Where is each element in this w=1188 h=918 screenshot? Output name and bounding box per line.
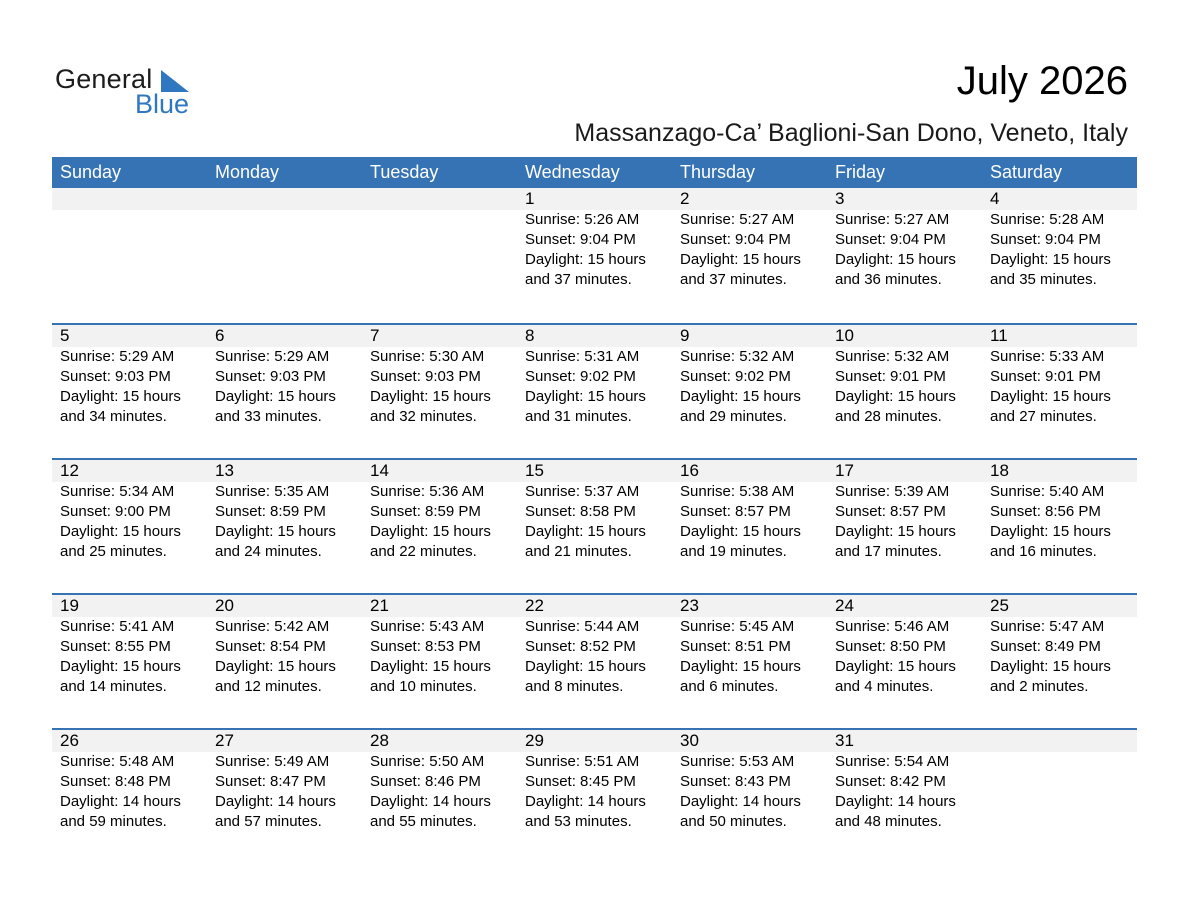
- daylight-minutes-text: and 25 minutes.: [60, 543, 167, 560]
- sunrise-text: Sunrise: 5:38 AM: [680, 483, 795, 500]
- day-number: 27: [215, 731, 234, 750]
- weekday-header-friday: Friday: [835, 162, 886, 182]
- day-cell: [362, 325, 517, 427]
- daylight-hours-text: Daylight: 14 hours: [60, 793, 181, 810]
- day-number: 17: [835, 461, 854, 480]
- sunset-text: Sunset: 8:59 PM: [215, 503, 326, 520]
- daylight-minutes-text: and 57 minutes.: [215, 813, 322, 830]
- logo-text-general: General: [55, 64, 153, 94]
- daylight-hours-text: Daylight: 15 hours: [215, 523, 336, 540]
- sunrise-text: Sunrise: 5:29 AM: [215, 348, 330, 365]
- weekday-header-tuesday: Tuesday: [370, 162, 439, 182]
- weeks-container: [52, 188, 1137, 863]
- daylight-minutes-text: and 35 minutes.: [990, 271, 1097, 288]
- day-number: 12: [60, 461, 79, 480]
- daylight-minutes-text: and 6 minutes.: [680, 678, 779, 695]
- day-number: [215, 188, 362, 210]
- day-cell: [52, 460, 207, 562]
- weekday-header-row: [52, 157, 1137, 188]
- daylight-minutes-text: and 16 minutes.: [990, 543, 1097, 560]
- day-cell: [827, 595, 982, 697]
- sunrise-text: Sunrise: 5:33 AM: [990, 348, 1105, 365]
- day-number: 4: [990, 189, 1000, 208]
- day-cell: [362, 188, 517, 290]
- brand-logo: [55, 64, 195, 120]
- sunset-text: Sunset: 8:46 PM: [370, 773, 481, 790]
- daylight-hours-text: Daylight: 15 hours: [60, 388, 181, 405]
- day-number: 31: [835, 731, 854, 750]
- daylight-minutes-text: and 22 minutes.: [370, 543, 477, 560]
- daylight-hours-text: Daylight: 15 hours: [215, 388, 336, 405]
- location-subtitle: Massanzago-Ca’ Baglioni-San Dono, Veneto, Italy: [574, 119, 1128, 147]
- daylight-hours-text: Daylight: 14 hours: [525, 793, 646, 810]
- sunrise-text: Sunrise: 5:36 AM: [370, 483, 485, 500]
- week-row: [52, 188, 1137, 323]
- week-days: [52, 188, 1137, 290]
- daylight-hours-text: Daylight: 14 hours: [680, 793, 801, 810]
- daylight-hours-text: Daylight: 15 hours: [680, 388, 801, 405]
- sunrise-text: Sunrise: 5:46 AM: [835, 618, 950, 635]
- sunset-text: Sunset: 9:04 PM: [835, 231, 946, 248]
- day-number: 10: [835, 326, 854, 345]
- day-number: 1: [525, 189, 535, 208]
- daylight-minutes-text: and 33 minutes.: [215, 408, 322, 425]
- sunset-text: Sunset: 8:57 PM: [680, 503, 791, 520]
- sunrise-text: Sunrise: 5:43 AM: [370, 618, 485, 635]
- daylight-minutes-text: and 24 minutes.: [215, 543, 322, 560]
- day-cell: [827, 188, 982, 290]
- daylight-minutes-text: and 37 minutes.: [525, 271, 632, 288]
- day-number: 24: [835, 596, 854, 615]
- day-number: 9: [680, 326, 690, 345]
- daylight-minutes-text: and 10 minutes.: [370, 678, 477, 695]
- weekday-header-sunday: Sunday: [60, 162, 122, 182]
- day-cell: [982, 188, 1137, 290]
- week-row: [52, 458, 1137, 593]
- day-number: 6: [215, 326, 225, 345]
- week-row: [52, 593, 1137, 728]
- day-cell: [672, 460, 827, 562]
- day-number: 22: [525, 596, 544, 615]
- sunset-text: Sunset: 9:03 PM: [370, 368, 481, 385]
- daylight-hours-text: Daylight: 14 hours: [370, 793, 491, 810]
- sunset-text: Sunset: 9:02 PM: [525, 368, 636, 385]
- day-number: 2: [680, 189, 690, 208]
- day-cell: [672, 325, 827, 427]
- day-number: [370, 188, 517, 210]
- sunset-text: Sunset: 8:45 PM: [525, 773, 636, 790]
- daylight-hours-text: Daylight: 15 hours: [525, 658, 646, 675]
- daylight-hours-text: Daylight: 15 hours: [370, 388, 491, 405]
- day-cell: [517, 730, 672, 832]
- sunrise-text: Sunrise: 5:31 AM: [525, 348, 640, 365]
- sunset-text: Sunset: 8:51 PM: [680, 638, 791, 655]
- daylight-hours-text: Daylight: 15 hours: [525, 251, 646, 268]
- day-cell: [672, 188, 827, 290]
- daylight-hours-text: Daylight: 15 hours: [835, 523, 956, 540]
- logo-text-blue: Blue: [135, 89, 190, 119]
- sunrise-text: Sunrise: 5:26 AM: [525, 211, 640, 228]
- day-cell: [207, 595, 362, 697]
- sunrise-text: Sunrise: 5:27 AM: [835, 211, 950, 228]
- day-cell: [517, 595, 672, 697]
- day-number: 30: [680, 731, 699, 750]
- daylight-hours-text: Daylight: 15 hours: [370, 523, 491, 540]
- sunrise-text: Sunrise: 5:34 AM: [60, 483, 175, 500]
- day-cell: [982, 460, 1137, 562]
- day-number: 28: [370, 731, 389, 750]
- sunset-text: Sunset: 8:49 PM: [990, 638, 1101, 655]
- sunrise-text: Sunrise: 5:53 AM: [680, 753, 795, 770]
- day-cell: [517, 460, 672, 562]
- week-days: [52, 730, 1137, 832]
- daylight-hours-text: Daylight: 15 hours: [990, 388, 1111, 405]
- day-cell: [207, 730, 362, 832]
- week-days: [52, 595, 1137, 697]
- daylight-hours-text: Daylight: 15 hours: [990, 658, 1111, 675]
- sunrise-text: Sunrise: 5:40 AM: [990, 483, 1105, 500]
- day-number: 29: [525, 731, 544, 750]
- day-number: 23: [680, 596, 699, 615]
- day-number: 20: [215, 596, 234, 615]
- day-cell: [982, 730, 1137, 832]
- daylight-minutes-text: and 34 minutes.: [60, 408, 167, 425]
- daylight-minutes-text: and 29 minutes.: [680, 408, 787, 425]
- sunset-text: Sunset: 8:57 PM: [835, 503, 946, 520]
- sunset-text: Sunset: 8:53 PM: [370, 638, 481, 655]
- sunset-text: Sunset: 8:42 PM: [835, 773, 946, 790]
- sunrise-text: Sunrise: 5:39 AM: [835, 483, 950, 500]
- day-number: 18: [990, 461, 1009, 480]
- day-cell: [207, 460, 362, 562]
- sunset-text: Sunset: 9:04 PM: [525, 231, 636, 248]
- daylight-minutes-text: and 8 minutes.: [525, 678, 624, 695]
- daylight-hours-text: Daylight: 15 hours: [835, 251, 956, 268]
- day-cell: [672, 730, 827, 832]
- day-cell: [362, 730, 517, 832]
- daylight-minutes-text: and 37 minutes.: [680, 271, 787, 288]
- daylight-hours-text: Daylight: 14 hours: [215, 793, 336, 810]
- sunset-text: Sunset: 9:01 PM: [990, 368, 1101, 385]
- daylight-minutes-text: and 50 minutes.: [680, 813, 787, 830]
- day-cell: [52, 595, 207, 697]
- day-number: 16: [680, 461, 699, 480]
- daylight-minutes-text: and 21 minutes.: [525, 543, 632, 560]
- day-cell: [517, 188, 672, 290]
- sunrise-text: Sunrise: 5:45 AM: [680, 618, 795, 635]
- day-number: 11: [990, 326, 1008, 345]
- sunset-text: Sunset: 8:54 PM: [215, 638, 326, 655]
- day-number: 15: [525, 461, 544, 480]
- weekday-header-saturday: Saturday: [990, 162, 1063, 182]
- sunset-text: Sunset: 8:52 PM: [525, 638, 636, 655]
- daylight-minutes-text: and 12 minutes.: [215, 678, 322, 695]
- sunrise-text: Sunrise: 5:47 AM: [990, 618, 1105, 635]
- day-cell: [207, 325, 362, 427]
- sunset-text: Sunset: 8:50 PM: [835, 638, 946, 655]
- daylight-hours-text: Daylight: 15 hours: [990, 523, 1111, 540]
- sunset-text: Sunset: 8:55 PM: [60, 638, 171, 655]
- sunrise-text: Sunrise: 5:48 AM: [60, 753, 175, 770]
- week-days: [52, 325, 1137, 427]
- sunset-text: Sunset: 9:00 PM: [60, 503, 171, 520]
- day-number: 19: [60, 596, 79, 615]
- sunrise-text: Sunrise: 5:51 AM: [525, 753, 640, 770]
- day-number: 13: [215, 461, 234, 480]
- page-title: July 2026: [956, 59, 1128, 103]
- daylight-minutes-text: and 17 minutes.: [835, 543, 942, 560]
- sunrise-text: Sunrise: 5:35 AM: [215, 483, 330, 500]
- daylight-minutes-text: and 28 minutes.: [835, 408, 942, 425]
- sunset-text: Sunset: 8:56 PM: [990, 503, 1101, 520]
- daylight-minutes-text: and 4 minutes.: [835, 678, 934, 695]
- sunset-text: Sunset: 8:43 PM: [680, 773, 791, 790]
- day-number: 14: [370, 461, 389, 480]
- day-number: 21: [370, 596, 389, 615]
- sunrise-text: Sunrise: 5:49 AM: [215, 753, 330, 770]
- daylight-minutes-text: and 2 minutes.: [990, 678, 1089, 695]
- day-cell: [517, 325, 672, 427]
- daylight-hours-text: Daylight: 15 hours: [680, 523, 801, 540]
- sunset-text: Sunset: 9:04 PM: [680, 231, 791, 248]
- day-cell: [827, 460, 982, 562]
- day-number: [990, 730, 1137, 752]
- day-cell: [207, 188, 362, 290]
- daylight-minutes-text: and 48 minutes.: [835, 813, 942, 830]
- daylight-hours-text: Daylight: 15 hours: [835, 658, 956, 675]
- sunrise-text: Sunrise: 5:37 AM: [525, 483, 640, 500]
- day-cell: [827, 325, 982, 427]
- daylight-minutes-text: and 55 minutes.: [370, 813, 477, 830]
- sunrise-text: Sunrise: 5:28 AM: [990, 211, 1105, 228]
- sunset-text: Sunset: 9:03 PM: [215, 368, 326, 385]
- sunrise-text: Sunrise: 5:32 AM: [680, 348, 795, 365]
- weekday-header-monday: Monday: [215, 162, 280, 182]
- day-number: 3: [835, 189, 845, 208]
- sunset-text: Sunset: 8:48 PM: [60, 773, 171, 790]
- daylight-hours-text: Daylight: 15 hours: [680, 251, 801, 268]
- sunset-text: Sunset: 8:47 PM: [215, 773, 326, 790]
- week-row: [52, 323, 1137, 458]
- day-number: [60, 188, 207, 210]
- day-cell: [52, 188, 207, 290]
- daylight-hours-text: Daylight: 15 hours: [215, 658, 336, 675]
- day-number: 26: [60, 731, 79, 750]
- sunrise-text: Sunrise: 5:54 AM: [835, 753, 950, 770]
- daylight-hours-text: Daylight: 15 hours: [60, 523, 181, 540]
- sunrise-text: Sunrise: 5:27 AM: [680, 211, 795, 228]
- daylight-hours-text: Daylight: 15 hours: [990, 251, 1111, 268]
- weekday-header-wednesday: Wednesday: [525, 162, 620, 182]
- day-cell: [672, 595, 827, 697]
- weekday-header-thursday: Thursday: [680, 162, 756, 182]
- daylight-minutes-text: and 19 minutes.: [680, 543, 787, 560]
- day-number: 25: [990, 596, 1009, 615]
- day-cell: [52, 325, 207, 427]
- calendar-grid: [52, 157, 1137, 863]
- day-number: 8: [525, 326, 535, 345]
- sunrise-text: Sunrise: 5:44 AM: [525, 618, 640, 635]
- daylight-hours-text: Daylight: 15 hours: [680, 658, 801, 675]
- week-row: [52, 728, 1137, 863]
- sunrise-text: Sunrise: 5:42 AM: [215, 618, 330, 635]
- day-cell: [982, 595, 1137, 697]
- daylight-hours-text: Daylight: 14 hours: [835, 793, 956, 810]
- daylight-hours-text: Daylight: 15 hours: [525, 523, 646, 540]
- day-cell: [362, 595, 517, 697]
- daylight-hours-text: Daylight: 15 hours: [835, 388, 956, 405]
- daylight-minutes-text: and 31 minutes.: [525, 408, 632, 425]
- day-number: 7: [370, 326, 380, 345]
- sunset-text: Sunset: 9:03 PM: [60, 368, 171, 385]
- day-cell: [827, 730, 982, 832]
- daylight-minutes-text: and 36 minutes.: [835, 271, 942, 288]
- day-number: 5: [60, 326, 70, 345]
- sunrise-text: Sunrise: 5:30 AM: [370, 348, 485, 365]
- sunset-text: Sunset: 9:01 PM: [835, 368, 946, 385]
- sunrise-text: Sunrise: 5:50 AM: [370, 753, 485, 770]
- daylight-minutes-text: and 53 minutes.: [525, 813, 632, 830]
- daylight-minutes-text: and 32 minutes.: [370, 408, 477, 425]
- sunset-text: Sunset: 9:04 PM: [990, 231, 1101, 248]
- sunrise-text: Sunrise: 5:32 AM: [835, 348, 950, 365]
- sunset-text: Sunset: 9:02 PM: [680, 368, 791, 385]
- sunrise-text: Sunrise: 5:41 AM: [60, 618, 175, 635]
- day-cell: [52, 730, 207, 832]
- sunset-text: Sunset: 8:59 PM: [370, 503, 481, 520]
- daylight-hours-text: Daylight: 15 hours: [370, 658, 491, 675]
- sunset-text: Sunset: 8:58 PM: [525, 503, 636, 520]
- daylight-hours-text: Daylight: 15 hours: [60, 658, 181, 675]
- day-cell: [982, 325, 1137, 427]
- daylight-minutes-text: and 59 minutes.: [60, 813, 167, 830]
- daylight-minutes-text: and 14 minutes.: [60, 678, 167, 695]
- daylight-minutes-text: and 27 minutes.: [990, 408, 1097, 425]
- week-days: [52, 460, 1137, 562]
- daylight-hours-text: Daylight: 15 hours: [525, 388, 646, 405]
- day-cell: [362, 460, 517, 562]
- sunrise-text: Sunrise: 5:29 AM: [60, 348, 175, 365]
